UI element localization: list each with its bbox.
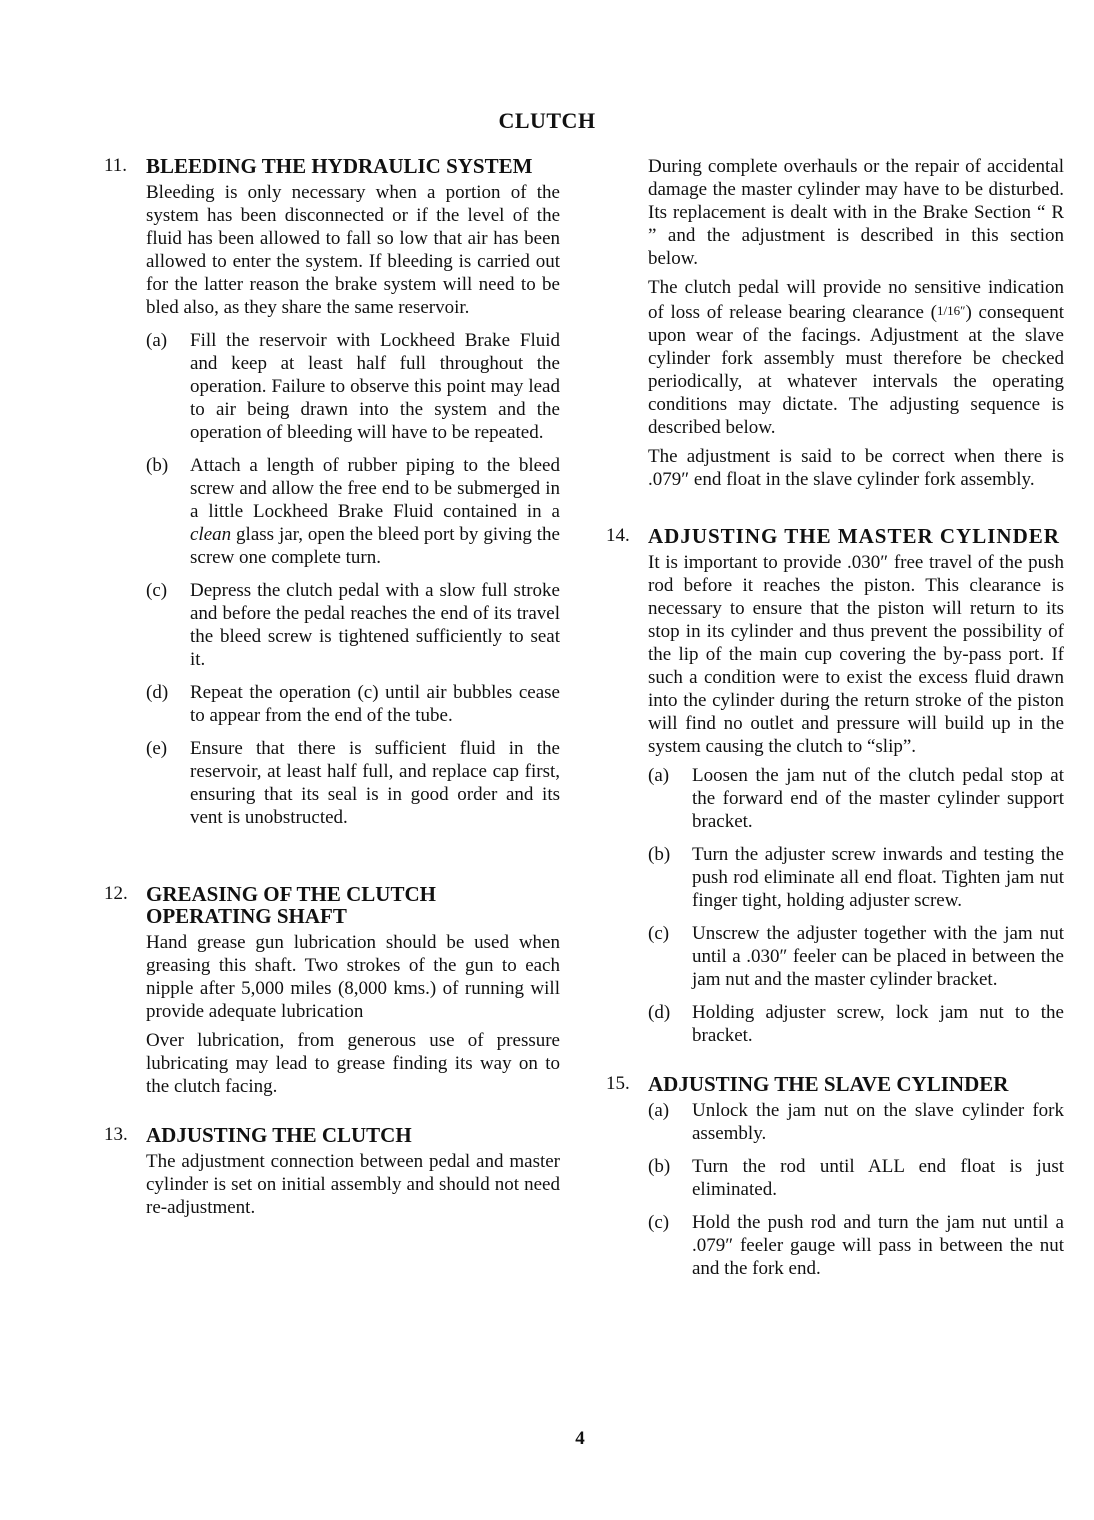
text-part: ) consequent upon wear of the facings. Adjustment at the slave cylinder fork assembly must therefore be checked periodically, at whatever intervals the operating conditions may dictate. The adjusting sequence is described below.: [648, 302, 1064, 438]
paragraph: The adjustment connection between pedal and master cylinder is set on initial assembly and should not need re-adjustment.: [146, 1151, 560, 1218]
section-heading: [104, 1124, 560, 1146]
item-text: Turn the rod until ALL end float is just eliminated.: [692, 1156, 1064, 1200]
fraction: 1/16″: [936, 303, 966, 318]
list-item: [648, 1099, 1064, 1145]
section-number: 15.: [606, 1073, 630, 1094]
paragraph: The adjustment is said to be correct when there is .079″ end float in the slave cylinder fork assembly.: [648, 446, 1064, 490]
list-item: [648, 1001, 1064, 1047]
item-text: Loosen the jam nut of the clutch pedal stop at the forward end of the master cylinder support bracket.: [692, 765, 1064, 832]
list-item: [648, 764, 1064, 833]
section-number: 12.: [104, 883, 128, 904]
item-label: (b): [648, 1156, 671, 1177]
item-text: Hold the push rod and turn the jam nut until a .079″ feeler gauge will pass in between the nut and the fork end.: [692, 1212, 1064, 1279]
list-item: [648, 922, 1064, 991]
item-text-part: Attach a length of rubber piping to the bleed screw and allow the free end to be submerged in a little Lockheed Brake Fluid contained in a: [190, 455, 560, 522]
section-14: [606, 525, 1064, 1047]
section-heading: [606, 525, 1064, 547]
left-column: [104, 155, 560, 1245]
list-item: [648, 843, 1064, 912]
section-12: [104, 883, 560, 1098]
item-text: Repeat the operation (c) until air bubbles cease to appear from the end of the tube.: [190, 682, 560, 726]
item-text: Depress the clutch pedal with a slow full stroke and before the pedal reaches the end of its travel the bleed screw is tightened sufficiently to seat it.: [190, 580, 560, 670]
item-text-part: glass jar, open the bleed port by giving the screw one complete turn.: [190, 524, 560, 568]
item-text: [190, 454, 560, 569]
item-label: (a): [648, 1100, 670, 1121]
section-number: 14.: [606, 525, 630, 546]
item-label: (c): [648, 1212, 670, 1233]
section-title: ADJUSTING THE CLUTCH: [146, 1123, 412, 1147]
item-label: (b): [146, 455, 169, 476]
item-label: (e): [146, 738, 168, 759]
list-item: [146, 737, 560, 829]
paragraph: [648, 276, 1064, 439]
section-title: BLEEDING THE HYDRAULIC SYSTEM: [146, 154, 533, 178]
item-text: Unlock the jam nut on the slave cylinder fork assembly.: [692, 1100, 1064, 1144]
list-item: [146, 579, 560, 671]
item-label: (c): [648, 923, 670, 944]
paragraph: Hand grease gun lubrication should be used when greasing this shaft. Two strokes of the gun to each nipple after 5,000 miles (8,000 kms.) of running will provide adequate lubrication: [146, 932, 560, 1022]
item-label: (a): [146, 330, 168, 351]
section-13-continued: [606, 155, 1064, 491]
section-heading: [104, 155, 560, 177]
list-item: [146, 454, 560, 569]
item-text: Holding adjuster screw, lock jam nut to the bracket.: [692, 1002, 1064, 1046]
section-11: [104, 155, 560, 829]
right-column: [606, 155, 1064, 1306]
item-label: (c): [146, 580, 168, 601]
item-text: Turn the adjuster screw inwards and testing the push rod eliminate all end float. Tighten jam nut finger tight, holding adjuster screw.: [692, 844, 1064, 911]
list-item: [146, 681, 560, 727]
section-title: GREASING OF THE CLUTCH OPERATING SHAFT: [146, 882, 436, 928]
emphasis-clean: clean: [190, 524, 232, 545]
section-13: [104, 1124, 560, 1219]
paragraph: Over lubrication, from generous use of pressure lubricating may lead to grease finding its way on to the clutch facing.: [146, 1030, 560, 1097]
paragraph: During complete overhauls or the repair of accidental damage the master cylinder may have to be disturbed. Its replacement is dealt with in the Brake Section “ R ” and the adjustment is described in this section below.: [648, 156, 1064, 269]
item-text: Ensure that there is sufficient fluid in the reservoir, at least half full, and replace cap first, ensuring that its seal is in good order and its vent is unobstructed.: [190, 738, 560, 828]
list-item: [648, 1211, 1064, 1280]
item-text: Unscrew the adjuster together with the jam nut until a .030″ feeler can be placed in between the jam nut and the master cylinder bracket.: [692, 923, 1064, 990]
section-title: ADJUSTING THE SLAVE CYLINDER: [648, 1072, 1009, 1096]
item-label: (d): [146, 682, 169, 703]
paragraph: It is important to provide .030″ free travel of the push rod before it reaches the piston. This clearance is necessary to ensure that the piston will return to its stop in its cylinder and thus prevent the possibility of the lip of the main cup covering the by-pass port. If such a condition were to exist the excess fluid drawn into the cylinder during the return stroke of the piston will find no outlet and pressure will build up in the system causing the clutch to “slip”.: [648, 552, 1064, 757]
paragraph: Bleeding is only necessary when a portion of the system has been disconnected or if the level of the fluid has been allowed to fall so low that air has been allowed to enter the system. If bleeding is carried out for the latter reason the brake system will need to be bled also, as they share the same reservoir.: [146, 182, 560, 318]
page-title: CLUTCH: [498, 108, 596, 133]
list-item: [648, 1155, 1064, 1201]
list-item: [146, 329, 560, 444]
section-number: 11.: [104, 155, 128, 176]
item-label: (a): [648, 765, 670, 786]
page-number: 4: [575, 1428, 585, 1449]
section-15: [606, 1073, 1064, 1280]
section-title: ADJUSTING THE MASTER CYLINDER: [648, 524, 1060, 548]
text-part: The clutch pedal will provide no sensitive indication of loss of release bearing clearance (: [648, 277, 1064, 323]
section-number: 13.: [104, 1124, 128, 1145]
item-label: (b): [648, 844, 671, 865]
item-text: Fill the reservoir with Lockheed Brake Fluid and keep at least half full throughout the operation. Failure to observe this point may lead to air being drawn into the system and the operation of bleeding will have to be repeated.: [190, 330, 560, 443]
item-label: (d): [648, 1002, 671, 1023]
section-heading: [606, 1073, 1064, 1095]
section-heading: [104, 883, 560, 927]
